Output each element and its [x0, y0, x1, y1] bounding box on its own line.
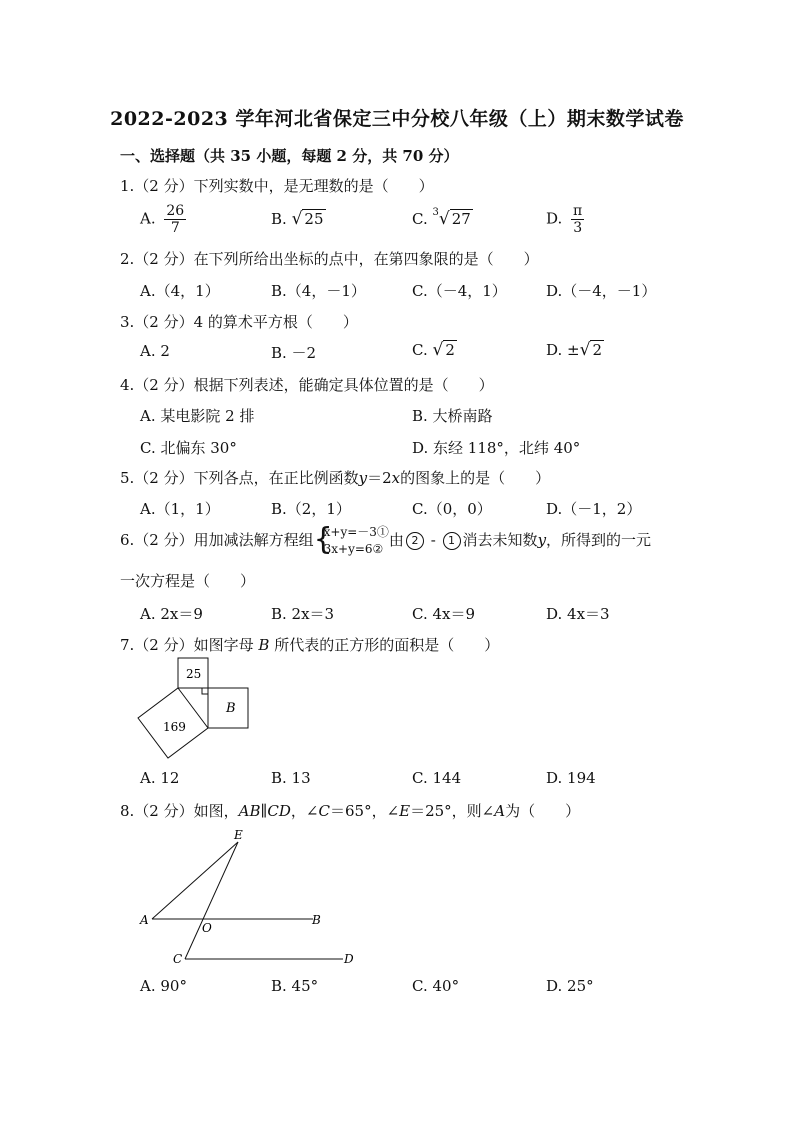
q1-option-c: C. $^3$√ 27 — [412, 207, 471, 229]
question-1-stem: 1.（2 分）下列实数中，是无理数的是（ ） — [120, 177, 434, 195]
q8-geometry-figure — [130, 825, 370, 970]
q6-option-d: D. 4x＝3 — [546, 605, 610, 623]
q2-option-c: C.（－4，1） — [412, 282, 507, 300]
square-root: √ 25 — [291, 209, 324, 229]
q3-option-c: C. √ 2 — [412, 340, 455, 360]
q6-option-b: B. 2x＝3 — [271, 605, 335, 623]
q5-option-a: A.（1，1） — [140, 500, 220, 518]
circled-2-icon: 2 — [406, 532, 424, 550]
question-3-stem: 3.（2 分）4 的算术平方根（ ） — [120, 313, 358, 331]
q5-option-c: C.（0，0） — [412, 500, 492, 518]
square-root: √ 2 — [432, 340, 455, 360]
label-25: 25 — [186, 667, 202, 681]
square-root: √ 2 — [579, 340, 602, 360]
equation-system: { x+y=－3① 3x+y=6② — [313, 522, 389, 557]
question-4-stem: 4.（2 分）根据下列表述，能确定具体位置的是（ ） — [120, 376, 494, 394]
q2-option-d: D.（－4，－1） — [546, 282, 657, 300]
label-169: 169 — [163, 720, 186, 734]
q4-option-d: D. 东经 118°，北纬 40° — [412, 439, 581, 457]
fraction: $\frac{26}{7}$ — [166, 203, 185, 236]
q2-option-b: B.（4，－1） — [271, 282, 366, 300]
q1-option-d: D. $\frac{\pi}{3}$ — [546, 203, 583, 236]
question-6-stem-line2: 一次方程是（ ） — [120, 572, 256, 590]
label-c: C — [173, 952, 183, 966]
label-b: B — [226, 701, 236, 716]
question-8-stem: 8.（2 分）如图，AB∥CD，∠C＝65°，∠E＝25°，则∠A为（ ） — [120, 802, 581, 820]
q8-option-c: C. 40° — [412, 977, 460, 995]
q8-option-a: A. 90° — [140, 977, 187, 995]
q7-option-d: D. 194 — [546, 769, 596, 787]
q3-option-a: A. 2 — [140, 342, 170, 360]
q5-option-d: D.（－1，2） — [546, 500, 642, 518]
question-5-stem: 5.（2 分）下列各点，在正比例函数y＝2x的图象上的是（ ） — [120, 469, 551, 487]
q1-option-b: B. √ 25 — [271, 209, 324, 229]
q6-option-a: A. 2x＝9 — [140, 605, 203, 623]
q7-option-c: C. 144 — [412, 769, 462, 787]
q5-option-b: B.（2，1） — [271, 500, 351, 518]
label-b: B — [312, 913, 321, 927]
q3-option-b: B. －2 — [271, 344, 317, 362]
q7-squares-figure — [130, 655, 260, 765]
q4-option-a: A. 某电影院 2 排 — [140, 407, 255, 425]
q7-option-a: A. 12 — [140, 769, 180, 787]
label-o: O — [202, 921, 212, 935]
label-d: D — [344, 952, 354, 966]
q1-option-a: A. $\frac{26}{7}$ — [140, 203, 185, 236]
question-7-stem: 7.（2 分）如图字母 B 所代表的正方形的面积是（ ） — [120, 636, 500, 654]
q8-option-b: B. 45° — [271, 977, 319, 995]
q6-option-c: C. 4x＝9 — [412, 605, 476, 623]
q4-option-c: C. 北偏东 30° — [140, 439, 237, 457]
q3-option-d: D. ±√ 2 — [546, 340, 602, 360]
q4-option-b: B. 大桥南路 — [412, 407, 493, 425]
q2-option-a: A.（4，1） — [140, 282, 220, 300]
line-ae — [152, 842, 238, 919]
fraction: $\frac{\pi}{3}$ — [573, 203, 583, 236]
line-ec — [185, 842, 238, 959]
q7-option-b: B. 13 — [271, 769, 311, 787]
left-brace-icon: { — [313, 522, 333, 557]
cube-root: $^3$√ 27 — [432, 207, 471, 229]
question-2-stem: 2.（2 分）在下列所给出坐标的点中，在第四象限的是（ ） — [120, 250, 539, 268]
circled-1-icon: 1 — [443, 532, 461, 550]
question-6-stem: 6.（2 分）用加减法解方程组 { x+y=－3① 3x+y=6② 由 2 - 1 消去未知数y，所得到的一元 — [120, 522, 652, 557]
q8-option-d: D. 25° — [546, 977, 594, 995]
label-a: A — [140, 913, 149, 927]
page-title: 2022-2023 学年河北省保定三中分校八年级（上）期末数学试卷 — [110, 108, 684, 130]
right-angle-mark — [202, 688, 208, 694]
section-heading: 一、选择题（共 35 小题，每题 2 分，共 70 分） — [120, 147, 459, 165]
label-e: E — [234, 828, 243, 842]
